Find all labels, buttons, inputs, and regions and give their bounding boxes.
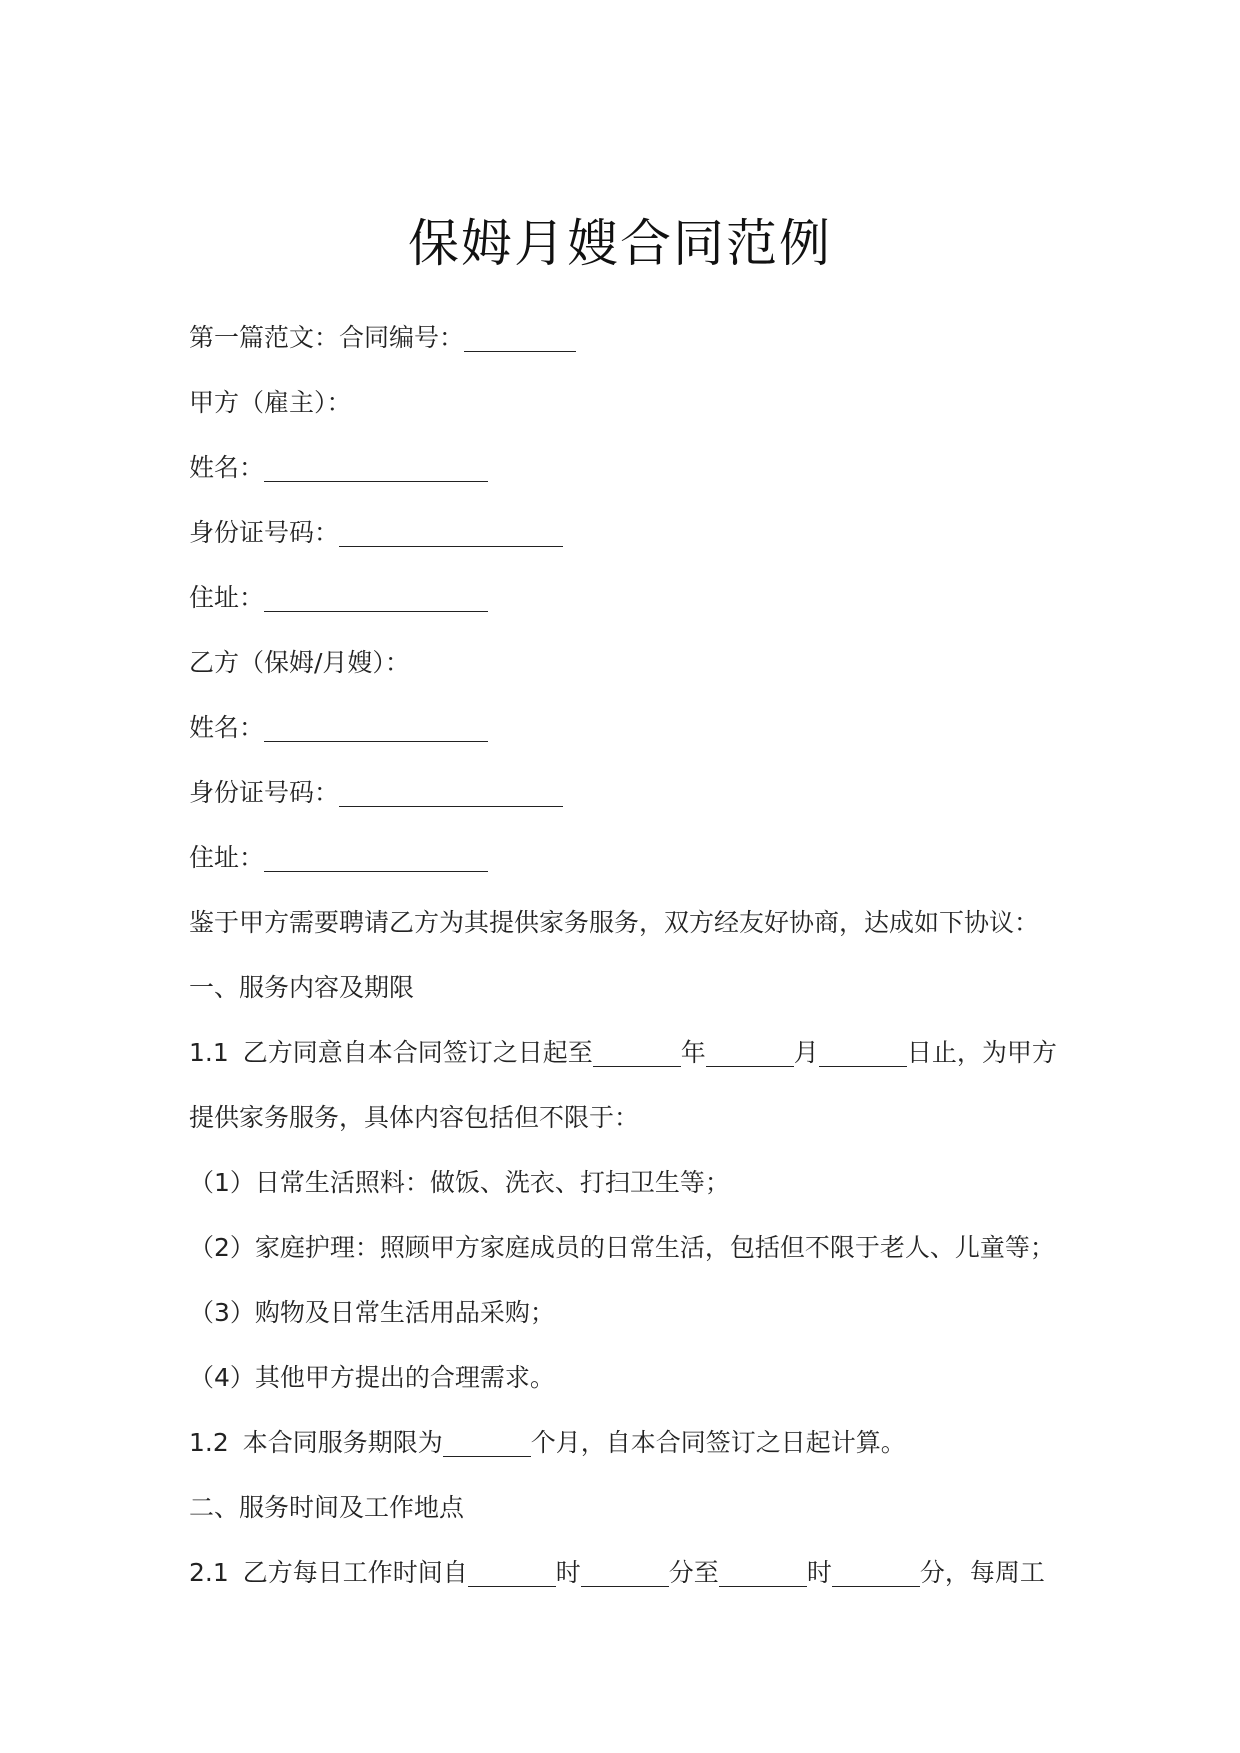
service-item-2: （2）家庭护理：照顾甲方家庭成员的日常生活，包括但不限于老人、儿童等； (189, 1233, 1055, 1262)
clause-tail-text: 个月，自本合同签订之日起计算。 (530, 1428, 906, 1457)
end-day-blank[interactable] (819, 1036, 907, 1067)
document-title: 保姆月嫂合同范例 (407, 215, 832, 274)
party-b-name-blank[interactable] (264, 711, 488, 742)
service-item-4: （4）其他甲方提出的合理需求。 (189, 1363, 555, 1392)
end-year-blank[interactable] (593, 1036, 681, 1067)
party-b-id-line (189, 768, 1059, 833)
preamble: 鉴于甲方需要聘请乙方为其提供家务服务，双方经友好协商，达成如下协议： (189, 908, 1040, 937)
party-a-address-label: 住址： (189, 583, 265, 612)
party-b-id-blank[interactable] (339, 776, 563, 807)
clause-tail-text: 分，每周工 (919, 1558, 1045, 1587)
party-a-address-blank[interactable] (264, 581, 488, 612)
end-minute-blank[interactable] (832, 1556, 920, 1587)
clause-1-1-continuation: 提供家务服务，具体内容包括但不限于： (189, 1103, 640, 1132)
start-minute-blank[interactable] (581, 1556, 669, 1587)
party-b-id-label: 身份证号码： (189, 778, 340, 807)
party-b-address-blank[interactable] (264, 841, 488, 872)
party-a-name-blank[interactable] (264, 451, 488, 482)
party-a-heading: 甲方（雇主）： (189, 388, 352, 417)
start-hour-blank[interactable] (468, 1556, 556, 1587)
end-hour-blank[interactable] (719, 1556, 807, 1587)
party-b-heading: 乙方（保姆/月嫂）： (189, 648, 410, 677)
clause-number: 2.1 (189, 1558, 229, 1587)
clause-text: 乙方每日工作时间自 (242, 1558, 468, 1587)
party-b-name-label: 姓名： (189, 713, 265, 742)
document-body (189, 313, 1059, 1613)
month-label: 月 (793, 1038, 819, 1067)
clause-number: 1.1 (189, 1038, 229, 1067)
party-a-id-label: 身份证号码： (189, 518, 340, 547)
clause-text: 本合同服务期限为 (242, 1428, 443, 1457)
party-b-name-line (189, 703, 1059, 768)
party-b-address-label: 住址： (189, 843, 265, 872)
clause-2-1 (189, 1548, 1059, 1613)
hour-label: 时 (555, 1558, 581, 1587)
party-a-id-line (189, 508, 1059, 573)
clause-number: 1.2 (189, 1428, 229, 1457)
party-a-name-line (189, 443, 1059, 508)
section-2-heading: 二、服务时间及工作地点 (189, 1493, 465, 1522)
clause-1-1 (189, 1028, 1059, 1093)
template-prefix: 第一篇范文： (189, 323, 340, 352)
minute-to-label: 分至 (668, 1558, 719, 1587)
party-b-address-line (189, 833, 1059, 898)
day-tail-text: 日止，为甲方 (906, 1038, 1057, 1067)
contract-number-line (189, 313, 1059, 378)
hour-label: 时 (806, 1558, 832, 1587)
party-a-name-label: 姓名： (189, 453, 265, 482)
year-label: 年 (680, 1038, 706, 1067)
party-a-address-line (189, 573, 1059, 638)
service-item-1: （1）日常生活照料：做饭、洗衣、打扫卫生等； (189, 1168, 730, 1197)
contract-number-label: 合同编号： (339, 323, 465, 352)
service-item-3: （3）购物及日常生活用品采购； (189, 1298, 555, 1327)
clause-text: 乙方同意自本合同签订之日起至 (242, 1038, 593, 1067)
section-1-heading: 一、服务内容及期限 (189, 973, 415, 1002)
service-months-blank[interactable] (443, 1426, 531, 1457)
party-a-id-blank[interactable] (339, 516, 563, 547)
clause-1-2 (189, 1418, 1059, 1483)
end-month-blank[interactable] (706, 1036, 794, 1067)
contract-number-blank[interactable] (464, 321, 576, 352)
